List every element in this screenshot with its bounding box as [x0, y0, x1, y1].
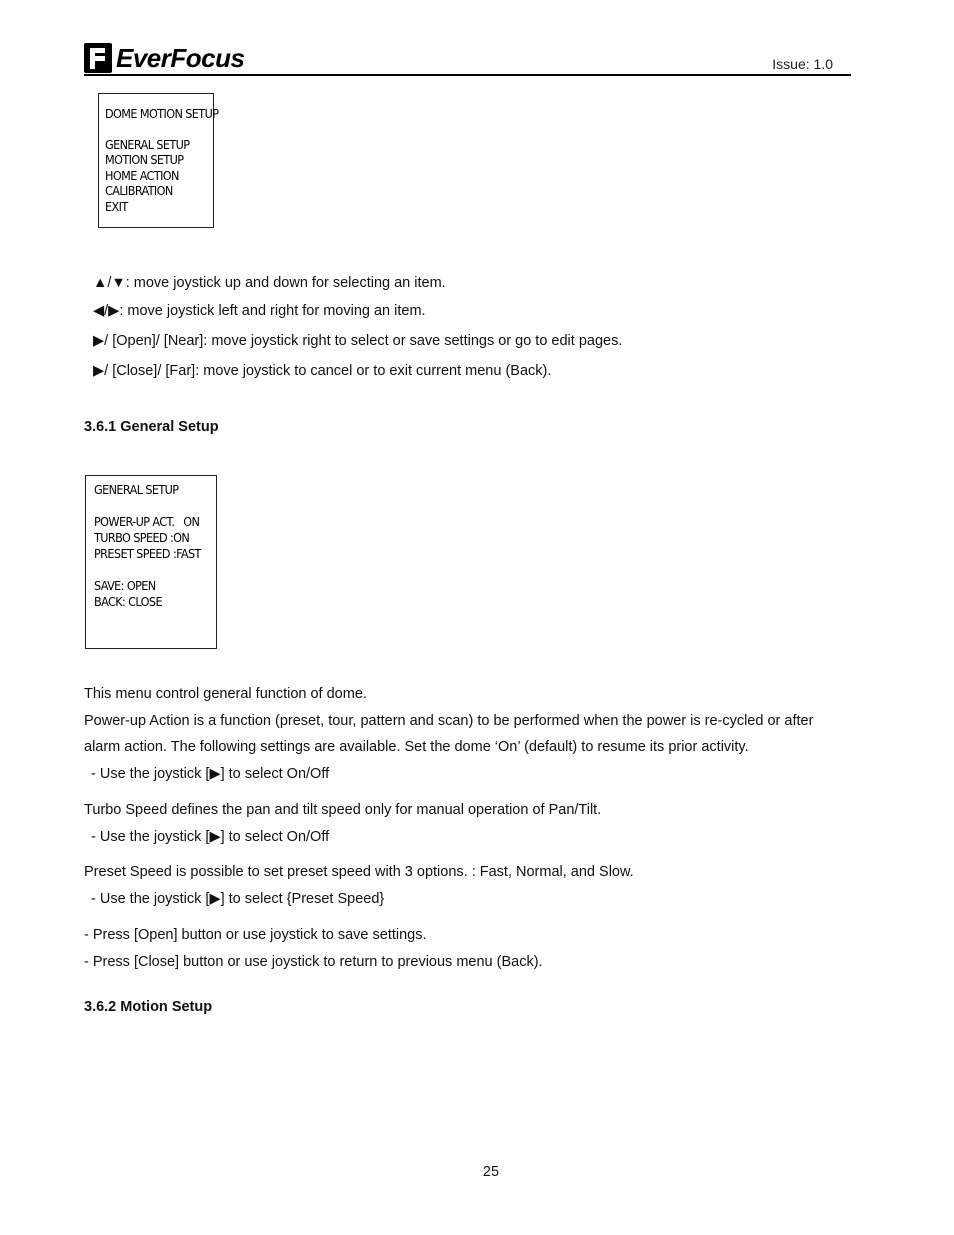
osd-line: PRESET SPEED :FAST: [94, 546, 201, 561]
osd-line: CALIBRATION: [105, 183, 173, 198]
issue-label: Issue: 1.0: [772, 56, 833, 72]
brand-name: EverFocus: [116, 42, 245, 73]
paragraph-preset-speed-instruction: - Use the joystick [▶] to select {Preset Speed}: [91, 891, 385, 907]
osd-line: EXIT: [105, 198, 128, 214]
osd-line: SAVE: OPEN: [94, 578, 156, 593]
section-heading-general-setup: 3.6.1 General Setup: [84, 419, 219, 435]
paragraph-power-up-line2: alarm action. The following settings are available. Set the dome ‘On’ (default) to resume its prior activity.: [84, 739, 749, 755]
osd-gap: [94, 498, 216, 514]
header-divider: [84, 74, 851, 76]
osd-line: BACK: CLOSE: [94, 594, 162, 609]
paragraph-save-instruction: - Press [Open] button or use joystick to save settings.: [84, 927, 427, 943]
paragraph-turbo-speed: Turbo Speed defines the pan and tilt speed only for manual operation of Pan/Tilt.: [84, 802, 602, 818]
everfocus-logo-icon: [84, 43, 112, 73]
paragraph-turbo-speed-instruction: - Use the joystick [▶] to select On/Off: [91, 829, 330, 845]
osd-line: POWER-UP ACT. ON: [94, 514, 200, 529]
osd-line: MOTION SETUP: [105, 152, 184, 167]
osd-line: DOME MOTION SETUP: [105, 106, 219, 121]
control-up-down: ▲/▼: move joystick up and down for selecting an item.: [93, 275, 446, 291]
paragraph-power-up-line1: Power-up Action is a function (preset, tour, pattern and scan) to be performed when the power is re-cycled or after: [84, 713, 814, 729]
section-heading-motion-setup: 3.6.2 Motion Setup: [84, 999, 213, 1015]
osd-line: GENERAL SETUP: [94, 482, 179, 497]
osd-general-setup: [85, 475, 217, 649]
paragraph-back-instruction: - Press [Close] button or use joystick to return to previous menu (Back).: [84, 954, 543, 970]
osd-line: HOME ACTION: [105, 167, 179, 183]
paragraph-intro: This menu control general function of dome.: [84, 686, 367, 702]
osd-line: GENERAL SETUP: [105, 136, 190, 152]
osd-gap: [105, 122, 213, 137]
osd-dome-motion-setup: [98, 93, 219, 228]
page-number: 25: [482, 1164, 500, 1180]
control-open-near: ▶/ [Open]/ [Near]: move joystick right to select or save settings or go to edit pages.: [93, 333, 623, 349]
osd-line: TURBO SPEED :ON: [94, 530, 190, 545]
paragraph-preset-speed: Preset Speed is possible to set preset speed with 3 options. : Fast, Normal, and Slow.: [84, 864, 634, 880]
everfocus-logo: [84, 42, 244, 74]
control-left-right: ◀/▶: move joystick left and right for moving an item.: [93, 303, 426, 319]
control-close-far: ▶/ [Close]/ [Far]: move joystick to cancel or to exit current menu (Back).: [93, 363, 552, 379]
osd-gap: [94, 562, 216, 578]
paragraph-power-up-instruction: - Use the joystick [▶] to select On/Off: [91, 766, 330, 782]
